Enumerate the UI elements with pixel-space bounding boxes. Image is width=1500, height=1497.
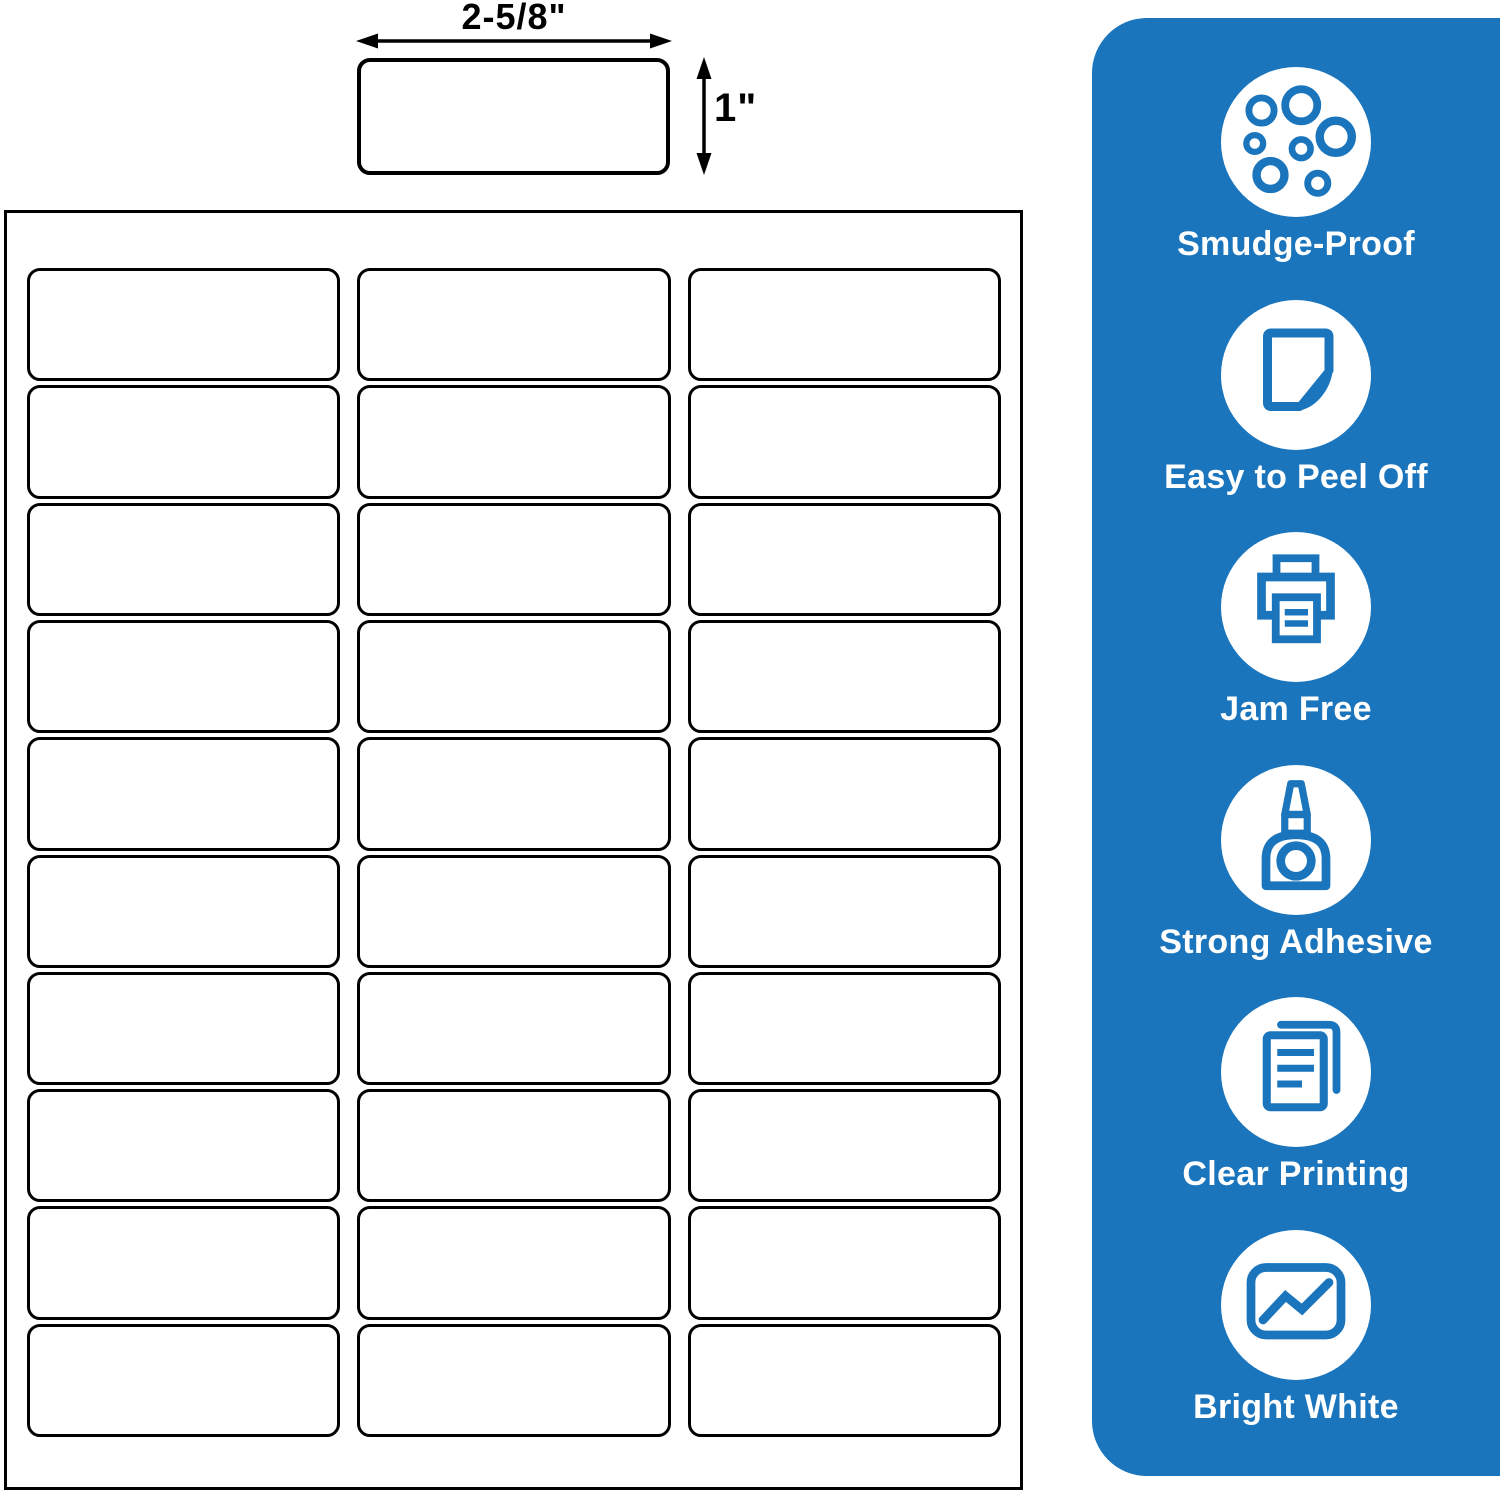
features-panel [1092,18,1500,1476]
label-cell [688,737,1001,850]
label-cell [27,385,340,498]
label-cell [27,620,340,733]
feature-bright-white [1193,1230,1399,1427]
bright-white-icon [1221,1230,1371,1380]
feature-jam-free [1220,532,1372,729]
label-cell [688,503,1001,616]
feature-label: Clear Printing [1182,1155,1410,1194]
label-cell [27,972,340,1085]
glue-bottle-icon [1221,765,1371,915]
label-cell [357,1324,670,1437]
label-cell [357,620,670,733]
label-cell [357,503,670,616]
feature-label: Bright White [1193,1387,1399,1426]
feature-label: Smudge-Proof [1177,225,1415,264]
feature-easy-peel [1164,300,1428,497]
label-cell [357,972,670,1085]
label-cell [27,1324,340,1437]
feature-label: Jam Free [1220,690,1372,729]
label-cell [357,268,670,381]
feature-strong-adhesive [1159,765,1432,962]
label-cell [27,268,340,381]
height-dimension-text: 1" [714,86,758,130]
label-cell [688,972,1001,1085]
label-cell [357,385,670,498]
label-cell [688,855,1001,968]
label-cell [357,1206,670,1319]
feature-clear-printing [1182,997,1409,1194]
label-cell [688,268,1001,381]
label-cell [357,737,670,850]
label-cell [27,1089,340,1202]
vertical-dimension-arrow [694,57,714,175]
label-cell [688,620,1001,733]
feature-smudge-proof [1177,67,1415,264]
label-cell [27,737,340,850]
label-sheet [4,210,1023,1490]
label-cell [688,385,1001,498]
feature-label: Easy to Peel Off [1164,457,1428,496]
peel-off-icon [1221,300,1371,450]
label-cell [27,855,340,968]
printer-icon [1221,532,1371,682]
width-dimension-text: 2-5/8" [461,0,567,37]
clear-printing-icon [1221,997,1371,1147]
label-cell [27,503,340,616]
label-cell [688,1089,1001,1202]
single-label-outline [357,58,670,175]
label-cell [357,855,670,968]
smudge-proof-icon [1221,67,1371,217]
label-cell [27,1206,340,1319]
horizontal-dimension-arrow [356,31,672,51]
label-cell [688,1206,1001,1319]
label-cell [688,1324,1001,1437]
feature-label: Strong Adhesive [1159,922,1433,961]
label-cell [357,1089,670,1202]
